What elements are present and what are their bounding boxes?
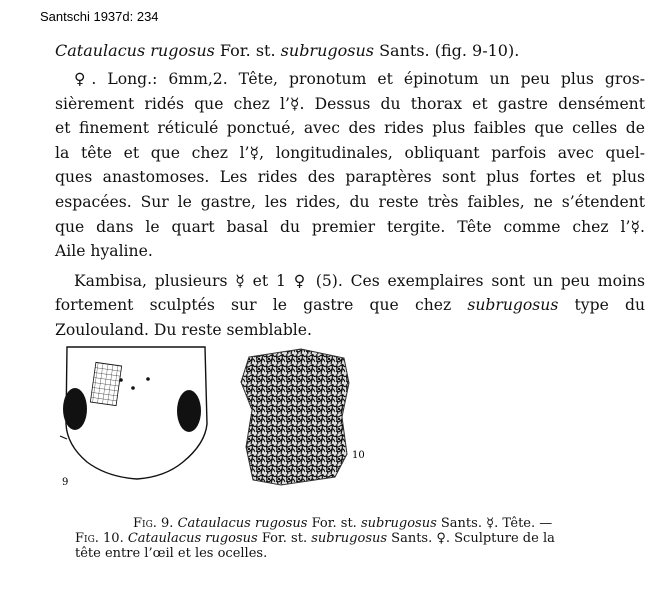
caption-fig9-label: Fig. 9.	[133, 516, 174, 531]
caption-fig9-species: Cataulacus rugosus	[177, 516, 308, 531]
caption-fig10-sub: subrugosus	[311, 531, 388, 546]
figure-9-number: 9	[62, 477, 69, 488]
para1-line: ♀. Long.: 6mm,2. Tête, pronotum et épinotum un peu plus gros-	[74, 70, 645, 88]
caption-line-2	[75, 531, 635, 546]
caption-fig9-rest: Sants. ☿. Tête. —	[436, 516, 553, 531]
figure-10-number: 10	[352, 450, 365, 461]
para2-text: type du	[558, 296, 646, 315]
caption-line-3: tête entre l’œil et les ocelles.	[75, 546, 268, 561]
figure-caption	[75, 516, 635, 561]
para1-line: ques anastomoses. Les rides des paraptères sont plus fortes et plus	[55, 168, 645, 187]
figures	[55, 344, 475, 504]
figure-9-head	[60, 347, 207, 479]
taxon-author: Sants. (fig. 9-10).	[379, 41, 520, 60]
para2-line	[55, 293, 645, 318]
para1-line: sièrement ridés que chez l’☿. Dessus du thorax et gastre densément	[55, 94, 645, 113]
para1-line: la tête et que chez l’☿, longitudinales, obliquant parfois avec quel-	[55, 143, 645, 162]
caption-fig10-species: Cataulacus rugosus	[127, 531, 258, 546]
para1-line: espacées. Sur le gastre, les rides, du reste très faibles, ne s’étendent	[55, 192, 645, 211]
para2-text: fortement sculptés sur le gastre que chez	[55, 296, 468, 315]
taxon-rank: For. st.	[219, 41, 276, 60]
caption-fig9-rank: For. st.	[307, 516, 361, 531]
taxon-subspecies: subrugosus	[280, 41, 374, 60]
citation-header: Santschi 1937d: 234	[40, 9, 159, 24]
caption-fig9-sub: subrugosus	[360, 516, 437, 531]
para1-line: Aile hyaline.	[55, 242, 153, 261]
caption-line-1	[75, 516, 635, 531]
caption-fig10-rank: For. st.	[257, 531, 312, 546]
description-text	[55, 67, 645, 343]
caption-fig10-rest: Sants. ♀. Sculpture de la	[387, 531, 555, 546]
para1-line: que dans le quart basal du premier tergite. Tête comme chez l’☿.	[55, 217, 645, 236]
para2-italic: subrugosus	[467, 296, 559, 315]
figure-10-sculpture	[241, 349, 349, 485]
para2-line: Kambisa, plusieurs ☿ et 1 ♀ (5). Ces exemplaires sont un peu moins	[74, 271, 645, 290]
figure-drawings	[55, 344, 475, 504]
taxon-species: Cataulacus rugosus	[55, 41, 215, 60]
para1-line: et finement réticulé ponctué, avec des rides plus faibles que celles de	[55, 119, 645, 138]
para2-line: Zoulouland. Du reste semblable.	[55, 320, 312, 339]
taxon-heading	[55, 41, 519, 60]
caption-fig10-label: Fig. 10.	[75, 531, 124, 546]
cropped-text-fragment	[75, 566, 295, 572]
